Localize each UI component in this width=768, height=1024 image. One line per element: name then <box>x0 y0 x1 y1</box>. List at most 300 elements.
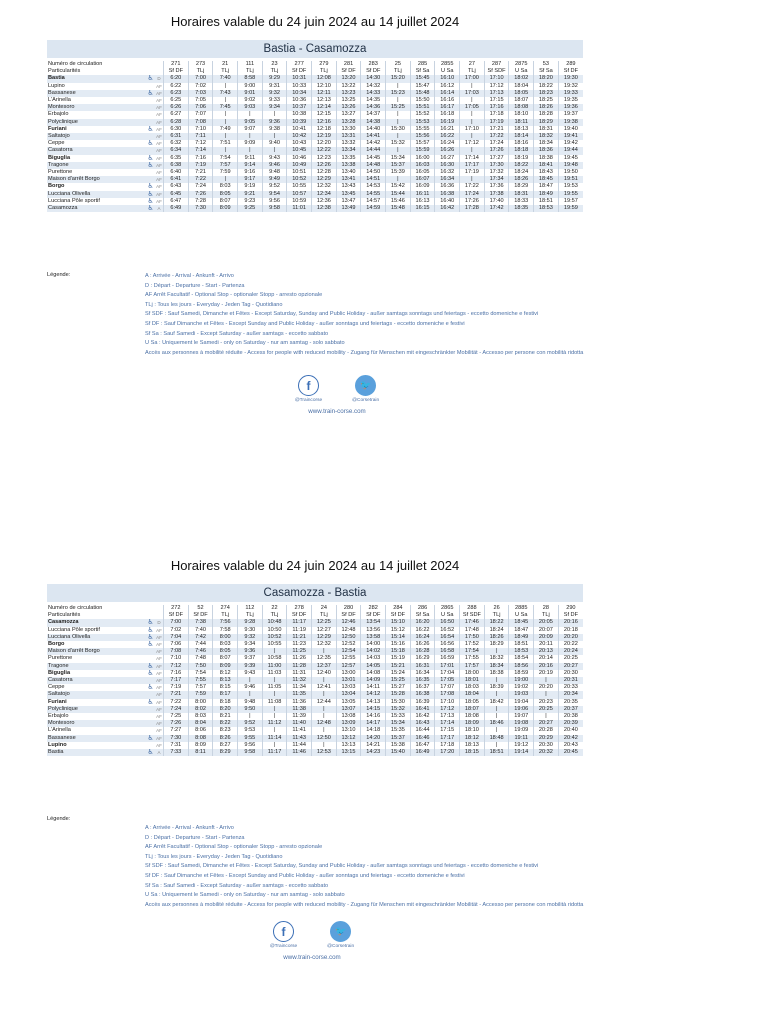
header-cell: TLj <box>484 612 509 619</box>
header-cell: 2855 <box>435 61 460 68</box>
time-cell: 7:22 <box>188 176 213 183</box>
header-cell: U Sa <box>509 68 534 75</box>
time-cell: 11:28 <box>287 663 312 670</box>
time-cell: 18:00 <box>460 670 485 677</box>
time-cell: 17:48 <box>460 627 485 634</box>
time-cell: 17:46 <box>460 619 485 626</box>
legend-item: Sf DF : Sauf Dimanche et Fêtes - Except Sunday and Public Holiday - außer sonntags und feiertags - eccetto domeniche e festivi <box>145 320 465 327</box>
twitter-icon: 🐦 <box>355 375 376 396</box>
time-cell: 20:18 <box>558 627 583 634</box>
time-cell: 7:19 <box>164 684 189 691</box>
time-cell: 12:50 <box>336 634 361 641</box>
legend-list <box>145 824 583 910</box>
empty-icon <box>146 119 155 126</box>
time-cell: 18:15 <box>460 749 485 756</box>
time-cell: 17:22 <box>484 133 509 140</box>
time-cell: 15:32 <box>386 706 411 713</box>
stop-type-label: AF <box>156 721 162 727</box>
time-cell: 16:41 <box>410 706 435 713</box>
time-cell: | <box>312 691 337 698</box>
time-cell: 12:20 <box>312 140 337 147</box>
time-cell: 9:23 <box>238 198 263 205</box>
time-cell: 18:25 <box>534 97 559 104</box>
time-cell: 12:22 <box>312 147 337 154</box>
wheelchair-icon: ♿ <box>147 205 154 213</box>
time-cell: | <box>312 727 337 734</box>
time-cell: 18:33 <box>509 198 534 205</box>
time-cell: 9:56 <box>262 198 287 205</box>
stop-type-label: AF <box>156 112 162 118</box>
station-name: Montesoro <box>47 720 146 727</box>
legend-item: TLj : Tous les jours - Everyday - Jeden Tag - Quotidiano <box>145 301 283 308</box>
time-cell: 20:14 <box>534 655 559 662</box>
time-cell: 6:35 <box>164 155 189 162</box>
time-cell: 18:08 <box>460 713 485 720</box>
time-cell: 19:06 <box>509 706 534 713</box>
time-cell: | <box>460 147 485 154</box>
time-cell: 8:15 <box>213 684 238 691</box>
time-cell: 15:33 <box>386 713 411 720</box>
time-cell: | <box>386 111 411 118</box>
facebook-link[interactable] <box>295 375 322 403</box>
header-cell: TLj <box>213 68 238 75</box>
header-cell: 282 <box>361 605 386 612</box>
legend-item: U Sa : Uniquement le Samedi - only on Saturday - nur am samtag - solo sabbato <box>145 892 345 899</box>
time-cell: 17:08 <box>435 691 460 698</box>
station-row <box>47 126 583 133</box>
time-cell: 9:25 <box>238 205 263 212</box>
time-cell: 6:30 <box>164 126 189 133</box>
time-cell: 10:55 <box>262 641 287 648</box>
time-cell: 7:12 <box>188 140 213 147</box>
time-cell: 18:03 <box>460 684 485 691</box>
time-cell: 19:57 <box>558 198 583 205</box>
time-cell: 8:20 <box>213 706 238 713</box>
time-cell: | <box>386 97 411 104</box>
time-cell: 16:09 <box>410 183 435 190</box>
time-cell: | <box>238 133 263 140</box>
time-cell: 12:29 <box>312 176 337 183</box>
time-cell: 20:38 <box>558 713 583 720</box>
header-cell: TLj <box>262 612 287 619</box>
time-cell: 19:02 <box>509 684 534 691</box>
time-cell: | <box>386 119 411 126</box>
header-cell: TLj <box>312 612 337 619</box>
time-cell: 12:25 <box>312 619 337 626</box>
time-cell: 20:19 <box>534 670 559 677</box>
time-cell: | <box>484 677 509 684</box>
time-cell: 18:19 <box>509 155 534 162</box>
time-cell: 18:47 <box>509 627 534 634</box>
time-cell: 18:29 <box>534 119 559 126</box>
time-cell: 10:59 <box>287 198 312 205</box>
time-cell: 18:13 <box>460 742 485 749</box>
time-cell: 20:20 <box>534 684 559 691</box>
station-row <box>47 677 583 684</box>
time-cell: 9:36 <box>262 119 287 126</box>
time-cell: | <box>386 147 411 154</box>
time-cell: 18:42 <box>484 699 509 706</box>
time-cell: 13:38 <box>336 162 361 169</box>
time-cell: 14:20 <box>361 735 386 742</box>
time-cell: 11:26 <box>287 655 312 662</box>
time-cell: 7:40 <box>188 627 213 634</box>
time-cell: 16:15 <box>410 205 435 212</box>
time-cell: 18:35 <box>509 205 534 212</box>
time-cell: 12:54 <box>336 648 361 655</box>
time-cell: 15:56 <box>410 133 435 140</box>
time-cell: 15:32 <box>386 140 411 147</box>
time-cell: 16:52 <box>435 627 460 634</box>
time-cell: 8:17 <box>213 691 238 698</box>
time-cell: 15:34 <box>386 720 411 727</box>
time-cell: 17:26 <box>460 198 485 205</box>
time-cell: 7:06 <box>164 641 189 648</box>
time-cell: 20:16 <box>558 619 583 626</box>
stop-type-label: AF <box>156 162 162 168</box>
station-name: Biguglia <box>48 669 71 676</box>
time-cell: 7:00 <box>188 75 213 82</box>
empty-icon <box>146 706 155 713</box>
station-name: Lucciana Olivella <box>47 634 146 641</box>
header-cell: TLj <box>386 68 411 75</box>
wheelchair-icon: ♿ <box>147 75 154 83</box>
time-cell: 13:45 <box>336 191 361 198</box>
legend-item: Sf SDF : Sauf Samedi, Dimanche et Fêtes - Except Saturday, Sunday and Public Holiday - außer samtags sonntags und feiertags - eccetto domeniche e festivi <box>145 863 539 870</box>
time-cell: 18:22 <box>484 619 509 626</box>
time-cell: 12:44 <box>312 699 337 706</box>
time-cell: 18:51 <box>509 641 534 648</box>
time-cell: 16:31 <box>410 663 435 670</box>
time-cell: 13:13 <box>336 742 361 749</box>
time-cell: 9:00 <box>238 83 263 90</box>
time-cell: 16:24 <box>410 634 435 641</box>
time-cell: 19:33 <box>558 90 583 97</box>
station-row <box>47 720 583 727</box>
time-cell: 17:12 <box>460 140 485 147</box>
validity-title: Horaires valable du 24 juin 2024 au 14 juillet 2024 <box>170 558 460 573</box>
time-cell: 10:33 <box>287 83 312 90</box>
time-cell: 17:17 <box>460 162 485 169</box>
wheelchair-icon: ♿ <box>147 154 154 162</box>
time-cell: 9:17 <box>238 176 263 183</box>
header-cell: U Sa <box>435 612 460 619</box>
time-cell: 7:42 <box>188 634 213 641</box>
time-cell: 17:05 <box>435 677 460 684</box>
time-cell: 13:07 <box>336 706 361 713</box>
time-cell: 13:23 <box>336 90 361 97</box>
time-cell: 7:30 <box>164 735 189 742</box>
header-cell: 52 <box>188 605 213 612</box>
time-cell: 16:19 <box>435 119 460 126</box>
time-cell: | <box>262 133 287 140</box>
time-cell: 16:46 <box>410 735 435 742</box>
header-cell: 281 <box>336 61 361 68</box>
wheelchair-icon: ♿ <box>147 641 154 649</box>
header-cell: 279 <box>312 61 337 68</box>
time-cell: 12:18 <box>312 126 337 133</box>
station-name: Borgo <box>48 183 65 190</box>
time-cell: 18:56 <box>509 663 534 670</box>
station-row <box>47 75 583 82</box>
station-name: Bassanese <box>47 735 146 742</box>
time-cell: 15:30 <box>386 126 411 133</box>
time-cell: 13:26 <box>336 104 361 111</box>
header-cell: 112 <box>238 605 263 612</box>
time-cell: 11:43 <box>287 735 312 742</box>
stop-type-label: AF <box>156 83 162 89</box>
time-cell: 15:12 <box>386 627 411 634</box>
time-cell: 11:00 <box>262 663 287 670</box>
time-cell: 7:50 <box>188 663 213 670</box>
station-name: Tragone <box>47 162 146 169</box>
wheelchair-icon: ♿ <box>147 190 154 198</box>
station-row <box>47 169 583 176</box>
time-cell: 15:25 <box>386 104 411 111</box>
time-cell: 20:25 <box>534 706 559 713</box>
time-cell: 13:54 <box>361 619 386 626</box>
time-cell: 16:59 <box>435 655 460 662</box>
time-cell: 19:59 <box>558 205 583 212</box>
time-cell: 11:23 <box>287 641 312 648</box>
time-cell: 6:25 <box>164 97 189 104</box>
station-row <box>47 191 583 198</box>
time-cell: 15:55 <box>410 126 435 133</box>
time-cell: | <box>262 648 287 655</box>
station-row <box>47 162 583 169</box>
time-cell: 19:09 <box>509 727 534 734</box>
time-cell: 17:17 <box>435 735 460 742</box>
time-cell: 7:49 <box>213 126 238 133</box>
time-cell: | <box>238 111 263 118</box>
time-cell: 6:20 <box>164 75 189 82</box>
time-cell: 20:40 <box>558 727 583 734</box>
time-cell: 13:34 <box>336 147 361 154</box>
time-cell: 12:36 <box>312 198 337 205</box>
time-cell: 12:38 <box>312 205 337 212</box>
time-cell: 15:14 <box>386 634 411 641</box>
time-cell: 10:50 <box>262 627 287 634</box>
station-row <box>47 691 583 698</box>
station-name: Lucciana Pôle sportif <box>48 626 100 633</box>
empty-icon <box>146 648 155 655</box>
station-row <box>47 133 583 140</box>
header-cell: 287 <box>484 61 509 68</box>
station-row <box>47 147 583 154</box>
stop-type-label: AF <box>156 735 162 741</box>
header-cell: 21 <box>213 61 238 68</box>
time-cell: 10:51 <box>287 169 312 176</box>
time-cell: 11:17 <box>262 749 287 756</box>
time-cell: 18:31 <box>534 126 559 133</box>
time-cell: 16:44 <box>410 727 435 734</box>
facebook-link[interactable] <box>270 921 297 949</box>
time-cell: 10:36 <box>287 97 312 104</box>
time-cell: 18:34 <box>534 140 559 147</box>
time-cell: 15:51 <box>410 104 435 111</box>
time-cell: 14:02 <box>361 648 386 655</box>
timetable <box>47 605 583 756</box>
header-cell: 25 <box>386 61 411 68</box>
time-cell: 14:15 <box>361 706 386 713</box>
time-cell: 12:28 <box>312 169 337 176</box>
route-header: Casamozza - Bastia <box>47 584 583 602</box>
time-cell: 20:32 <box>534 749 559 756</box>
time-cell: 19:35 <box>558 97 583 104</box>
time-cell: 12:10 <box>312 83 337 90</box>
time-cell: | <box>460 119 485 126</box>
time-cell: 13:58 <box>361 634 386 641</box>
time-cell: 7:03 <box>188 90 213 97</box>
time-cell: 16:00 <box>410 155 435 162</box>
time-cell: 9:28 <box>238 619 263 626</box>
station-name: Erbajolo <box>48 713 69 720</box>
time-cell: 18:38 <box>534 155 559 162</box>
time-cell: 12:34 <box>312 191 337 198</box>
website-link[interactable]: www.train-corse.com <box>308 408 366 415</box>
time-cell: | <box>460 111 485 118</box>
station-row <box>47 90 583 97</box>
stop-type-label: AF <box>156 148 162 154</box>
time-cell: 9:32 <box>238 634 263 641</box>
time-cell: 8:07 <box>213 198 238 205</box>
time-cell: 15:20 <box>386 75 411 82</box>
time-cell: 13:22 <box>336 83 361 90</box>
time-cell: 18:23 <box>534 90 559 97</box>
time-cell: 17:10 <box>435 699 460 706</box>
time-cell: 7:59 <box>213 169 238 176</box>
twitter-link[interactable] <box>352 375 379 403</box>
time-cell: 12:16 <box>312 119 337 126</box>
time-cell: 12:55 <box>336 655 361 662</box>
time-cell: 15:23 <box>386 90 411 97</box>
time-cell: 12:27 <box>312 627 337 634</box>
facebook-handle: @Traincorse <box>294 398 323 403</box>
time-cell: 18:07 <box>509 97 534 104</box>
time-cell: 17:54 <box>460 648 485 655</box>
time-cell: 7:33 <box>164 749 189 756</box>
legend-item: D : Départ - Departure - Start - Partenza <box>145 282 245 289</box>
time-cell: 17:12 <box>484 83 509 90</box>
time-cell: 7:43 <box>213 90 238 97</box>
header-cell: 24 <box>312 605 337 612</box>
stop-type-label: AF <box>156 170 162 176</box>
time-cell: 7:58 <box>213 627 238 634</box>
header-cell: 111 <box>238 61 263 68</box>
time-cell: 18:51 <box>534 198 559 205</box>
time-cell: 19:42 <box>558 140 583 147</box>
time-cell: 7:21 <box>188 169 213 176</box>
time-cell: 11:01 <box>287 205 312 212</box>
time-cell: 17:30 <box>484 162 509 169</box>
time-cell: 10:41 <box>287 126 312 133</box>
time-cell: 7:14 <box>188 147 213 154</box>
time-cell: 15:28 <box>386 691 411 698</box>
time-cell: 8:58 <box>238 75 263 82</box>
time-cell: 17:14 <box>460 155 485 162</box>
time-cell: | <box>262 706 287 713</box>
website-link[interactable]: www.train-corse.com <box>283 954 341 961</box>
time-cell: 13:05 <box>336 699 361 706</box>
time-cell: 7:16 <box>164 670 189 677</box>
time-cell: | <box>312 706 337 713</box>
header-cell: U Sa <box>435 68 460 75</box>
time-cell: 14:03 <box>361 655 386 662</box>
stop-type-label: AF <box>156 670 162 676</box>
time-cell: 13:47 <box>336 198 361 205</box>
facebook-handle: @Traincorse <box>269 944 298 949</box>
time-cell: 7:56 <box>213 619 238 626</box>
time-cell: 18:10 <box>509 111 534 118</box>
time-cell: 16:56 <box>435 641 460 648</box>
station-name: Maison d'arrêt Borgo <box>47 648 146 655</box>
header-cell: 288 <box>460 605 485 612</box>
header-cell: TLj <box>238 68 263 75</box>
station-row <box>47 619 583 626</box>
header-cell: Sf DF <box>287 68 312 75</box>
empty-icon <box>146 691 155 698</box>
time-cell: 16:07 <box>410 176 435 183</box>
time-cell: 17:50 <box>460 634 485 641</box>
time-cell: 6:28 <box>164 119 189 126</box>
time-cell: 16:22 <box>435 133 460 140</box>
time-cell: 10:37 <box>287 104 312 111</box>
stop-type-label: AF <box>156 685 162 691</box>
time-cell: 7:31 <box>164 742 189 749</box>
time-cell: 16:17 <box>435 104 460 111</box>
time-cell: 20:43 <box>558 742 583 749</box>
time-cell: 7:26 <box>164 720 189 727</box>
station-name: Bastia <box>47 75 146 82</box>
time-cell: 16:12 <box>435 83 460 90</box>
time-cell: 12:46 <box>336 619 361 626</box>
station-name: Erbajolo <box>48 111 69 118</box>
station-name: Ceppe <box>48 684 65 691</box>
time-cell: 17:24 <box>484 140 509 147</box>
header-cell: Sf Sa <box>410 68 435 75</box>
time-cell: 14:12 <box>361 691 386 698</box>
empty-icon <box>146 677 155 684</box>
header-cell: Sf SDF <box>460 612 485 619</box>
twitter-link[interactable] <box>327 921 354 949</box>
time-cell: 14:50 <box>361 169 386 176</box>
time-cell: 15:39 <box>386 169 411 176</box>
time-cell: 12:41 <box>312 684 337 691</box>
header-cell: 23 <box>262 61 287 68</box>
time-cell: 19:48 <box>558 162 583 169</box>
time-cell: 9:56 <box>238 742 263 749</box>
time-cell: 19:32 <box>558 83 583 90</box>
wheelchair-icon: ♿ <box>147 684 154 692</box>
header-cell: Sf DF <box>188 612 213 619</box>
time-cell: 9:58 <box>262 205 287 212</box>
time-cell: 17:20 <box>435 749 460 756</box>
station-row <box>47 104 583 111</box>
header-cell: Sf DF <box>164 612 189 619</box>
time-cell: | <box>312 713 337 720</box>
time-cell: 17:19 <box>460 169 485 176</box>
header-cell: 277 <box>287 61 312 68</box>
time-cell: | <box>460 133 485 140</box>
time-cell: 15:44 <box>386 191 411 198</box>
time-cell: | <box>460 97 485 104</box>
time-cell: 14:09 <box>361 677 386 684</box>
time-cell: 20:20 <box>558 634 583 641</box>
time-cell: 17:04 <box>435 670 460 677</box>
time-cell: 16:34 <box>410 670 435 677</box>
time-cell: 7:40 <box>213 75 238 82</box>
stop-type-label: AF <box>156 742 162 748</box>
